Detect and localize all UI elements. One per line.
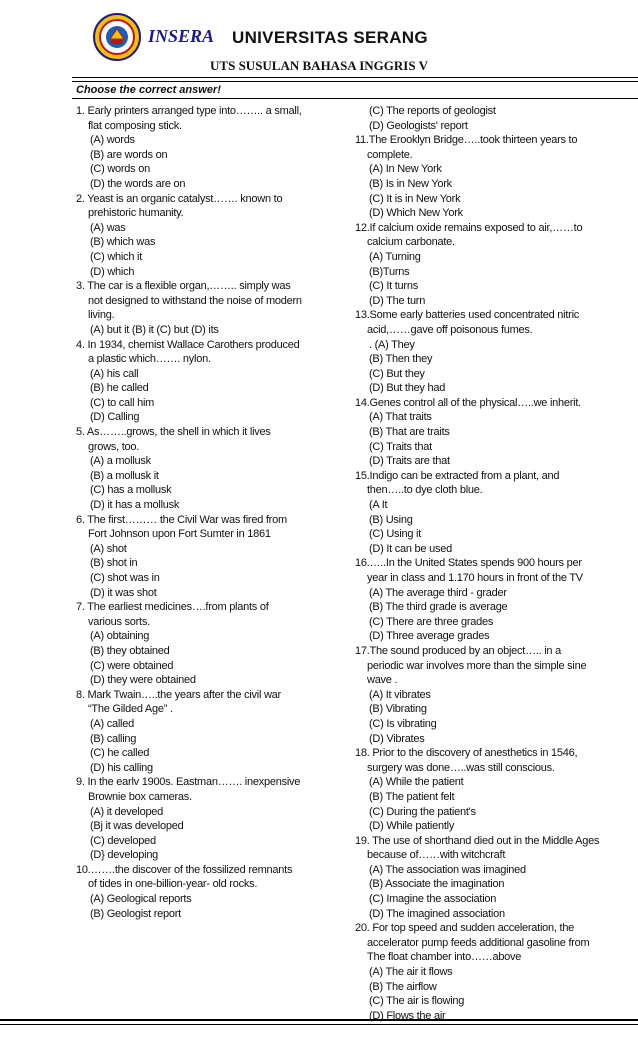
answer-option: (A) While the patient	[369, 776, 464, 789]
question-text: flat composing stick.	[88, 119, 182, 132]
question-block	[76, 513, 340, 601]
answer-option: (D) The turn	[369, 294, 426, 307]
question-text: acid,……gave off poisonous fumes.	[367, 323, 533, 336]
question-text: 7. The earliest medicines….from plants of	[76, 601, 269, 614]
question-text: 5. As……..grows, the shell in which it lives	[76, 426, 271, 439]
answer-option: (A) obtaining	[90, 630, 150, 643]
answer-option: (A) Geological reports	[90, 893, 192, 906]
question-text: 10.…….the discover of the fossilized remnants	[76, 863, 293, 876]
question-block	[355, 644, 623, 746]
question-text: “The Gilded Age” .	[88, 703, 173, 716]
answer-option: (D) Which New York	[369, 207, 463, 220]
question-text: of tides in one-billion-year- old rocks.	[88, 878, 258, 891]
answer-option: (D) The imagined association	[369, 907, 505, 920]
answer-option: (D) it has a mollusk	[90, 499, 180, 512]
question-block	[355, 746, 623, 834]
question-text: not designed to withstand the noise of modern	[88, 294, 302, 307]
question-text: various sorts.	[88, 615, 150, 628]
answer-option: (D) Flows the air	[369, 1009, 446, 1022]
question-block	[76, 775, 340, 863]
question-block	[76, 688, 340, 776]
question-text: living.	[88, 309, 115, 322]
question-text: 15.Indigo can be extracted from a plant, and	[355, 469, 560, 482]
answer-option: (C) Is vibrating	[369, 717, 437, 730]
question-text: surgery was done…..was still conscious.	[367, 761, 555, 774]
answer-option: (C) Using it	[369, 528, 422, 541]
answer-option: (D) they were obtained	[90, 674, 196, 687]
answer-option: (C) The reports of geologist	[369, 105, 496, 117]
answer-option: (A) words	[90, 134, 135, 147]
answer-option: (C) Imagine the association	[369, 893, 497, 906]
answer-option: (D) Calling	[90, 411, 140, 424]
answer-option: (C) which it	[90, 250, 143, 263]
answer-option: (B) Using	[369, 513, 413, 526]
question-block	[355, 104, 623, 133]
answer-option: (B) Is in New York	[369, 177, 452, 190]
answer-option: (C) The air is flowing	[369, 995, 465, 1008]
question-text: accelerator pump feeds additional gasoline from	[367, 936, 590, 949]
left-question-column	[76, 104, 340, 921]
answer-option: (D) his calling	[90, 761, 153, 774]
answer-option: (B) Vibrating	[369, 703, 427, 716]
question-block	[76, 600, 340, 688]
answer-option: (D) which	[90, 265, 135, 278]
answer-option: (A) called	[90, 717, 134, 730]
answer-option: (B) calling	[90, 732, 137, 745]
answer-option: (A) The association was imagined	[369, 863, 526, 876]
question-text: 16.…..In the United States spends 900 hours per	[355, 557, 582, 570]
answer-option: (C) During the patient's	[369, 805, 476, 818]
question-text: 6. The first……… the Civil War was fired from	[76, 513, 287, 526]
answer-option: (B) The patient felt	[369, 790, 455, 803]
answer-option: (C) shot was in	[90, 572, 160, 584]
exam-title: UTS SUSULAN BAHASA INGGRIS V	[210, 58, 428, 73]
question-text: because of……with witchcraft	[367, 849, 506, 862]
question-block	[355, 221, 623, 309]
instruction-text: Choose the correct answer!	[76, 84, 221, 96]
answer-option: (B) he called	[90, 382, 149, 395]
question-block	[355, 469, 623, 557]
question-block	[355, 921, 623, 1023]
answer-option: (B) Then they	[369, 353, 433, 366]
answer-option: (C) has a mollusk	[90, 484, 172, 497]
question-text: prehistoric humanity.	[88, 207, 184, 220]
footer-divider-thin	[0, 1024, 638, 1025]
question-text: 8. Mark Twain…..the years after the civil war	[76, 688, 281, 701]
question-block	[355, 556, 623, 644]
answer-option: (D) Traits are that	[369, 455, 450, 468]
question-block	[76, 338, 340, 426]
question-text: a plastic which……. nylon.	[88, 353, 211, 366]
answer-option: (C) But they	[369, 367, 425, 380]
question-text: calcium carbonate.	[367, 236, 455, 249]
university-name: UNIVERSITAS SERANG	[232, 28, 428, 47]
answer-option: (B) That are traits	[369, 426, 450, 439]
answer-option: (B) The third grade is average	[369, 601, 508, 614]
question-block	[355, 133, 623, 221]
answer-option: (A) shot	[90, 542, 127, 555]
answer-option: (A) but it (B) it (C) but (D) its	[90, 323, 219, 336]
answer-option: (B) The airflow	[369, 980, 437, 993]
answer-option: (D) While patiently	[369, 820, 455, 833]
answer-option: (D) It can be used	[369, 542, 452, 555]
brand-name: INSERA	[148, 26, 215, 46]
question-text: 20. For top speed and sudden acceleration, the	[355, 922, 575, 935]
answer-option: (A) was	[90, 221, 126, 234]
question-text: 18. Prior to the discovery of anesthetics in 1546,	[355, 747, 578, 760]
answer-option: (B) which was	[90, 236, 156, 249]
instruction-divider	[72, 98, 638, 99]
question-text: 14.Genes control all of the physical…..we inherit.	[355, 396, 581, 409]
question-text: 12.If calcium oxide remains exposed to air,……to	[355, 221, 583, 234]
answer-option: (C) developed	[90, 834, 156, 847]
answer-option: (A) it developed	[90, 805, 164, 818]
question-text: 17.The sound produced by an object….. in a	[355, 644, 561, 657]
question-text: 19. The use of shorthand died out in the Middle Ages	[355, 834, 600, 847]
answer-option: (C) It turns	[369, 280, 418, 293]
answer-option: (C) There are three grades	[369, 615, 494, 628]
answer-option: (D) it was shot	[90, 586, 157, 599]
question-text: 13.Some early batteries used concentrated nitric	[355, 309, 580, 322]
answer-option: (C) It is in New York	[369, 192, 461, 205]
question-text: 2. Yeast is an organic catalyst……. known to	[76, 192, 283, 205]
question-text: Brownie box cameras.	[88, 790, 192, 803]
question-block	[76, 192, 340, 280]
answer-option: (C) words on	[90, 163, 150, 176]
answer-option: (C) Traits that	[369, 440, 432, 453]
question-block	[76, 279, 340, 337]
question-block	[355, 396, 623, 469]
question-text: then…..to dye cloth blue.	[367, 484, 483, 497]
answer-option: (A) The air it flows	[369, 966, 453, 979]
answer-option: (D} developing	[90, 849, 159, 862]
question-block	[355, 308, 623, 396]
answer-option: (B) they obtained	[90, 644, 170, 657]
answer-option: (A) In New York	[369, 163, 442, 176]
answer-option: (D) Three average grades	[369, 630, 490, 643]
answer-option: (D) the words are on	[90, 177, 186, 190]
answer-option: (A) That traits	[369, 411, 432, 424]
answer-option: (A) Turning	[369, 250, 421, 263]
answer-option: (A) his call	[90, 367, 139, 380]
answer-option: (B) are words on	[90, 148, 168, 161]
answer-option: (D) But they had	[369, 382, 446, 395]
question-text: 4. In 1934, chemist Wallace Carothers produced	[76, 338, 300, 351]
answer-option: (A) The average third - grader	[369, 586, 507, 599]
question-text: complete.	[367, 148, 413, 161]
answer-option: (B) shot in	[90, 557, 138, 570]
question-block	[76, 104, 340, 192]
answer-option: (Bj it was developed	[90, 820, 184, 833]
question-text: 1. Early printers arranged type into…….. a small,	[76, 105, 302, 117]
university-logo	[92, 12, 142, 62]
question-text: year in class and 1.170 hours in front of the TV	[367, 572, 583, 584]
answer-option: (B) Associate the imagination	[369, 878, 505, 891]
header-divider-second	[72, 81, 638, 82]
answer-option: (D) Geologists' report	[369, 119, 468, 132]
question-text: 9. In the earlv 1900s. Eastman……. inexpensive	[76, 776, 301, 789]
question-block	[355, 834, 623, 922]
answer-option: (A It	[369, 499, 388, 512]
answer-option: (B)Turns	[369, 265, 410, 278]
answer-option: (B) a mollusk it	[90, 469, 159, 482]
answer-option: (C) were obtained	[90, 659, 174, 672]
header-divider-top	[72, 77, 638, 78]
right-question-column	[355, 104, 623, 1023]
question-block	[76, 425, 340, 513]
answer-option: (D) Vibrates	[369, 732, 425, 745]
question-text: The float chamber into……above	[367, 951, 522, 964]
question-text: 3. The car is a flexible organ,…….. simply was	[76, 280, 291, 293]
question-text: grows, too.	[88, 440, 140, 453]
answer-option: (C) he called	[90, 747, 150, 760]
question-text: Fort Johnson upon Fort Sumter in 1861	[88, 528, 271, 541]
question-text: wave .	[367, 674, 398, 687]
answer-option: (A) It vibrates	[369, 688, 431, 701]
answer-option: (C) to call him	[90, 396, 155, 409]
answer-option: (A) a mollusk	[90, 455, 151, 468]
question-text: periodic war involves more than the simple sine	[367, 659, 587, 672]
answer-option: . (A) They	[369, 338, 415, 351]
footer-divider	[0, 1019, 638, 1021]
question-text: 11.The Erooklyn Bridge…..took thirteen years to	[355, 134, 578, 147]
answer-option: (B) Geologist report	[90, 907, 181, 920]
question-block	[76, 863, 340, 921]
